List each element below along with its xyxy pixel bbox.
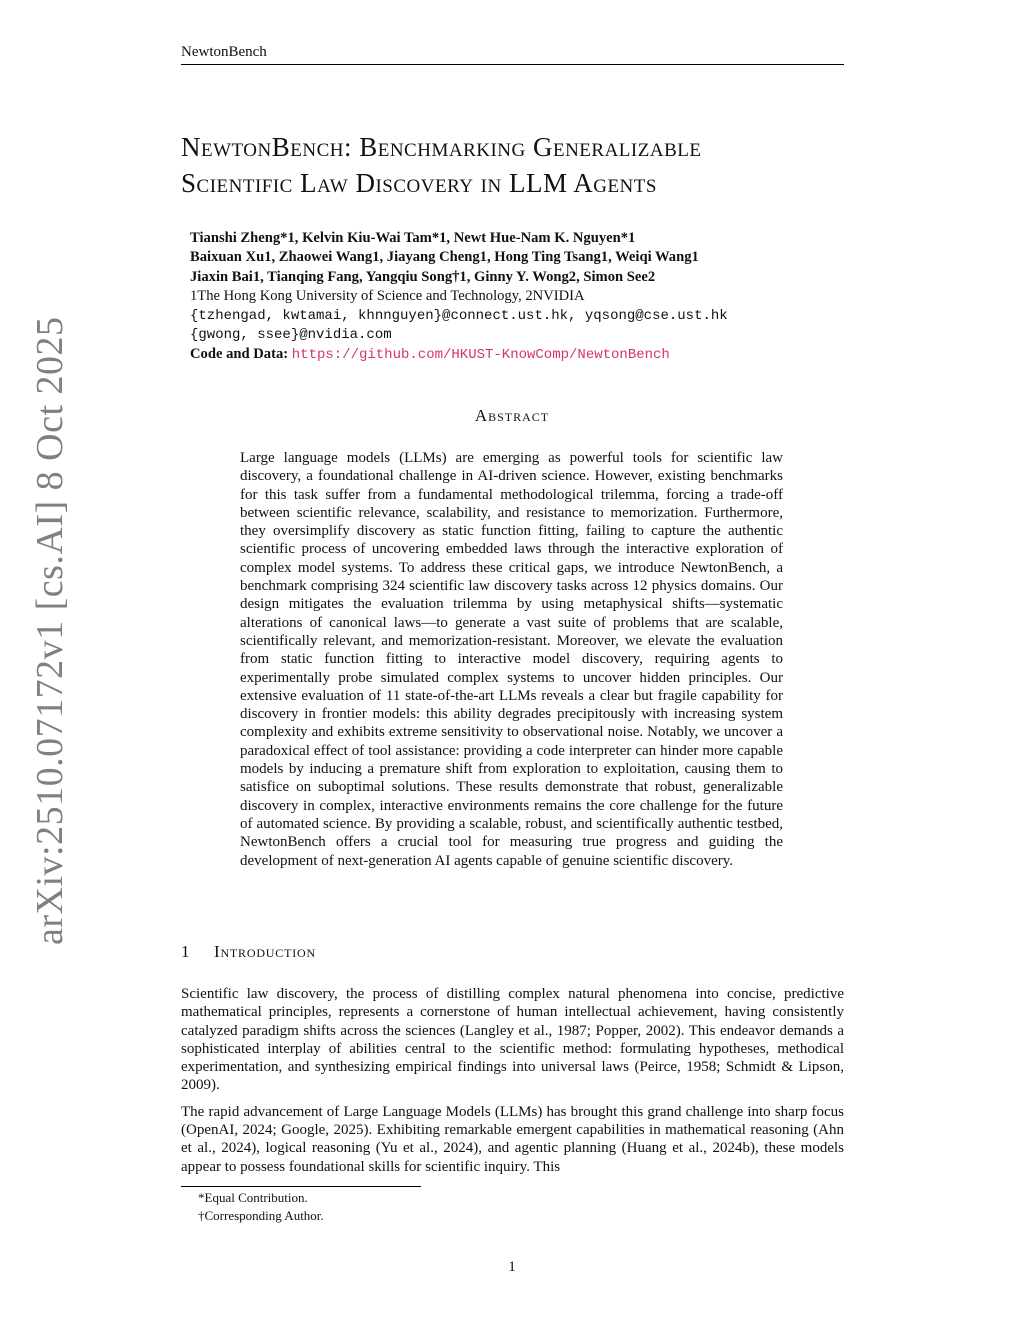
title-line-2: Scientific Law Discovery in LLM Agents [181, 168, 657, 198]
footnote-equal: *Equal Contribution. [198, 1190, 308, 1205]
abstract-text: Large language models (LLMs) are emerging as powerful tools for scientific law discovery, a foundational challenge in AI-driven science. However, existing benchmarks for this task suffer from a fundamental methodological trilemma, forcing a trade-off between scientific relevance, scalability, and resistance to memorization. Furthermore, they oversimplify discovery as static function fitting, failing to capture the authentic scientific process of uncovering embedded laws through the interactive exploration of complex model systems. To address these critical gaps, we introduce NewtonBench, a benchmark comprising 324 scientific law discovery tasks across 12 physics domains. Our design mitigates the evaluation trilemma by using metaphysical shifts—systematic alterations of canonical laws—to generate a vast suite of problems that are scalable, scientifically relevant, and memorization-resistant. Moreover, we elevate the evaluation from static function fitting to interactive model discovery, requiring agents to experimentally probe simulated complex systems to uncover hidden principles. Our extensive evaluation of 11 state-of-the-art LLMs reveals a clear but fragile capability for discovery in frontier models: this ability degrades precipitously with increasing system complexity and exhibits extreme sensitivity to observational noise. Notably, we uncover a paradoxical effect of tool assistance: providing a code interpreter can hinder more capable models by inducing a premature shift from exploration to exploitation, causing them to satisfice on suboptimal solutions. These results demonstrate that robust, generalizable discovery in complex, interactive environments remains the core challenge for the future of automated science. By providing a scalable, robust, and scientifically authentic testbed, NewtonBench offers a crucial tool for measuring true progress and guiding the development of next-generation AI agents capable of genuine scientific discovery. [240, 450, 783, 869]
code-label: Code and Data: [190, 346, 289, 363]
footnote-rule [181, 1186, 421, 1187]
footnotes [198, 1189, 324, 1225]
emails-line-1: {tzhengad, kwtamai, khnnguyen}@connect.ust.hk, yqsong@cse.ust.hk [190, 307, 728, 324]
abstract-heading: Abstract [474, 406, 550, 425]
body-text [181, 985, 844, 1184]
author-block [190, 229, 850, 366]
title-line-1: NewtonBench: Benchmarking Generalizable [181, 132, 702, 162]
author-line-3: Jiaxin Bai1, Tianqing Fang, Yangqiu Song†1, Ginny Y. Wong2, Simon See2 [190, 268, 656, 285]
code-link[interactable]: https://github.com/HKUST-KnowComp/NewtonBench [291, 347, 670, 364]
paragraph: The rapid advancement of Large Language Models (LLMs) has brought this grand challenge into sharp focus (OpenAI, 2024; Google, 2025). Exhibiting remarkable emergent capabilities in mathematical reasoning (Ahn et al., 2024), logical reasoning (Yu et al., 2024), and agentic planning (Huang et al., 2024b), these models appear to possess foundational skills for scientific inquiry. This [181, 1103, 844, 1175]
running-title: NewtonBench [181, 44, 267, 60]
paper-title [181, 129, 861, 201]
author-line-2: Baixuan Xu1, Zhaowei Wang1, Jiayang Cheng1, Hong Ting Tsang1, Weiqi Wang1 [190, 249, 699, 266]
section-title: Introduction [214, 942, 316, 961]
running-header [181, 44, 844, 65]
paragraph: Scientific law discovery, the process of distilling complex natural phenomena into concise, predictive mathematical principles, represents a cornerstone of human intellectual achievement, having consistently catalyzed paradigm shifts across the sciences (Langley et al., 1987; Popper, 2002). This endeavor demands a sophisticated interplay of abilities central to the scientific method: formulating hypotheses, methodical experimentation, and synthesizing empirical findings into universal laws (Peirce, 1958; Schmidt & Lipson, 2009). [181, 986, 844, 1094]
author-line-1: Tianshi Zheng*1, Kelvin Kiu-Wai Tam*1, Newt Hue-Nam K. Nguyen*1 [190, 230, 636, 246]
emails-line-2: {gwong, ssee}@nvidia.com [190, 327, 392, 344]
arxiv-stamp: arXiv:2510.07172v1 [cs.AI] 8 Oct 2025 [29, 316, 71, 945]
footnote-corresponding: †Corresponding Author. [198, 1208, 324, 1223]
section-number: 1 [181, 942, 191, 961]
page-number: 1 [508, 1259, 516, 1275]
section-heading [181, 942, 316, 962]
affiliations: 1The Hong Kong University of Science and Technology, 2NVIDIA [190, 288, 585, 305]
